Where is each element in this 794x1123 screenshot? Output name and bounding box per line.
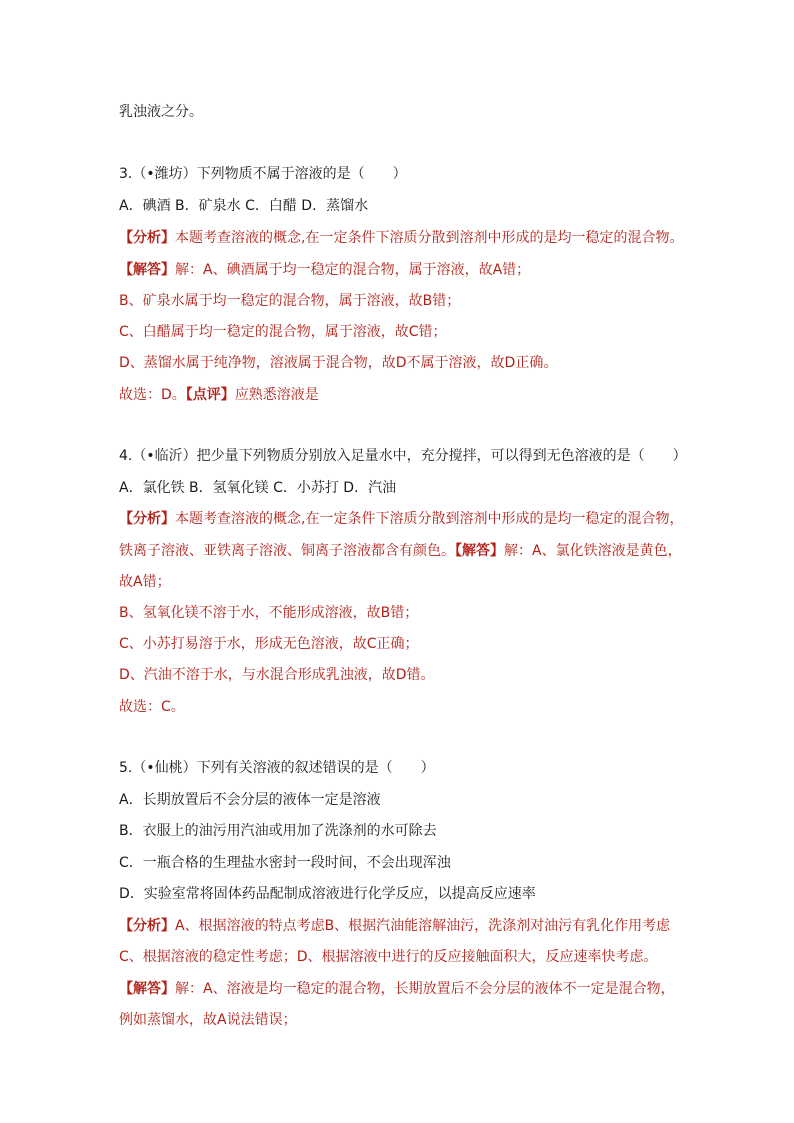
q4-choice: 故选：C。 bbox=[119, 699, 185, 715]
q3-answer-b: B、矿泉水属于均一稳定的混合物，属于溶液，故B错； bbox=[119, 293, 461, 309]
q3-answer-c: C、白醋属于均一稳定的混合物，属于溶液，故C错； bbox=[119, 324, 447, 340]
q3-analysis bbox=[119, 228, 683, 248]
q3-analysis-text: 本题考查溶液的概念,在一定条件下溶质分散到溶剂中形成的是均一稳定的混合物。 bbox=[175, 230, 684, 246]
q5-answer-lead2: 例如蒸馏水，故A说法错误； bbox=[119, 1012, 297, 1028]
q3-options: A．碘酒 B．矿泉水 C．白醋 D．蒸馏水 bbox=[119, 198, 369, 214]
q5-option-c: C．一瓶合格的生理盐水密封一段时间，不会出现浑浊 bbox=[119, 855, 451, 871]
q5-analysis bbox=[119, 916, 670, 936]
q5-option-b: B．衣服上的油污用汽油或用加了洗涤剂的水可除去 bbox=[119, 823, 437, 839]
q4-answer-lead2: 故A错； bbox=[119, 574, 171, 590]
q4-analysis-tag: 【分析】 bbox=[119, 511, 175, 527]
q3-answer bbox=[119, 260, 530, 280]
q5-answer-tag: 【解答】 bbox=[119, 981, 175, 997]
q4-analysis-cont bbox=[119, 541, 682, 561]
q3-comment-text: 应熟悉溶液是 bbox=[234, 387, 319, 403]
q3-answer-lead: 解：A、碘酒属于均一稳定的混合物，属于溶液，故A错； bbox=[175, 262, 531, 278]
q3-answer-tag: 【解答】 bbox=[119, 262, 175, 278]
q4-answer-c: C、小苏打易溶于水，形成无色溶液，故C正确； bbox=[119, 636, 419, 652]
q4-options: A．氯化铁 B．氢氧化镁 C．小苏打 D．汽油 bbox=[119, 480, 397, 496]
q3-choice: 故选：D。 bbox=[119, 387, 186, 403]
q5-option-d: D．实验室常将固体药品配制成溶液进行化学反应，以提高反应速率 bbox=[119, 886, 536, 902]
q4-analysis bbox=[119, 509, 683, 529]
q3-stem: 3.（•潍坊）下列物质不属于溶液的是（ ） bbox=[119, 166, 407, 182]
q5-analysis-text: A、根据溶液的特点考虑B、根据汽油能溶解油污，洗涤剂对油污有乳化作用考虑 bbox=[175, 918, 671, 934]
q4-answer-b: B、氢氧化镁不溶于水，不能形成溶液，故B错； bbox=[119, 605, 419, 621]
q4-answer-lead: 解：A、氯化铁溶液是黄色， bbox=[504, 543, 682, 559]
q3-comment-tag: 【点评】 bbox=[185, 387, 235, 403]
q5-answer bbox=[119, 979, 675, 999]
q4-answer-d: D、汽油不溶于水，与水混合形成乳浊液，故D错。 bbox=[119, 667, 435, 683]
q4-stem: 4.（•临沂）把少量下列物质分别放入足量水中，充分搅拌，可以得到无色溶液的是（ ） bbox=[119, 448, 687, 464]
q5-stem: 5.（•仙桃）下列有关溶液的叙述错误的是（ ） bbox=[119, 760, 435, 776]
q3-choice-line bbox=[119, 385, 319, 405]
q4-analysis-text2: 铁离子溶液、亚铁离子溶液、铜离子溶液都含有颜色。 bbox=[119, 543, 455, 559]
q4-answer-tag: 【解答】 bbox=[455, 543, 504, 559]
continuation-text: 乳浊液之分。 bbox=[119, 104, 203, 120]
q5-option-a: A．长期放置后不会分层的液体一定是溶液 bbox=[119, 792, 381, 808]
q3-analysis-tag: 【分析】 bbox=[119, 230, 175, 246]
q3-answer-d: D、蒸馏水属于纯净物，溶液属于混合物，故D不属于溶液，故D正确。 bbox=[119, 355, 558, 371]
q4-analysis-text: 本题考查溶液的概念,在一定条件下溶质分散到溶剂中形成的是均一稳定的混合物， bbox=[175, 511, 684, 527]
q5-analysis-tag: 【分析】 bbox=[119, 918, 175, 934]
q5-answer-lead: 解：A、溶液是均一稳定的混合物，长期放置后不会分层的液体不一定是混合物， bbox=[175, 981, 675, 997]
q5-analysis-text2: C、根据溶液的稳定性考虑；D、根据溶液中进行的反应接触面积大，反应速率快考虑。 bbox=[119, 949, 658, 965]
